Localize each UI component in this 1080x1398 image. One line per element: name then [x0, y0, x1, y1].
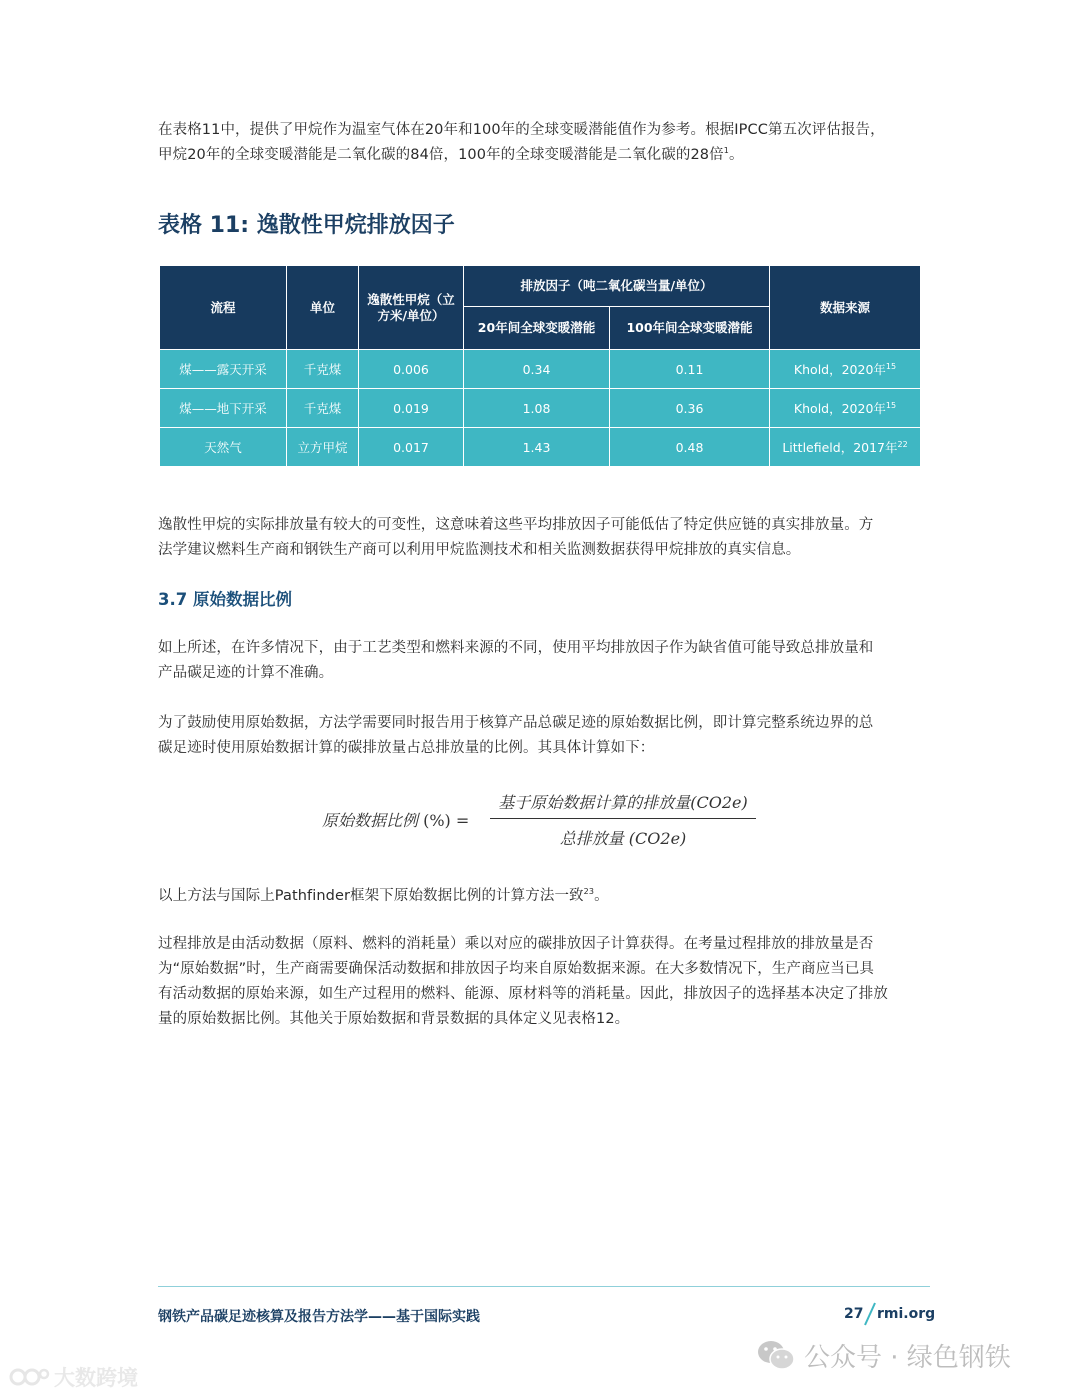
- emission-factor-table: [159, 265, 921, 467]
- pathfinder-end: 。: [594, 888, 609, 904]
- cell-gwp100: 0.11: [610, 350, 770, 389]
- intro-line-2-end: 。: [728, 147, 744, 163]
- cell-process: 煤——露天开采: [160, 350, 287, 389]
- footer-title: 钢铁产品碳足迹核算及报告方法学——基于国际实践: [158, 1309, 480, 1325]
- cell-process: 天然气: [160, 428, 287, 467]
- table-row: [160, 389, 921, 428]
- intro-line-2: 甲烷20年的全球变暖潜能是二氧化碳的84倍，100年的全球变暖潜能是二氧化碳的28倍: [158, 147, 724, 163]
- source-text: Khold，2020年: [793, 400, 886, 416]
- variability-line-1: 逸散性甲烷的实际排放量有较大的可变性，这意味着这些平均排放因子可能低估了特定供应链的真实排放量。方: [158, 517, 874, 533]
- formula-percent: (%): [418, 811, 456, 830]
- default-paragraph: [158, 636, 922, 686]
- encourage-line-1: 为了鼓励使用原始数据，方法学需要同时报告用于核算产品总碳足迹的原始数据比例，即计算完整系统边界的总: [158, 715, 874, 731]
- cell-gwp20: 1.08: [464, 389, 610, 428]
- formula-numerator: 基于原始数据计算的排放量(CO2e): [498, 793, 748, 812]
- variability-line-2: 法学建议燃料生产商和钢铁生产商可以利用甲烷监测技术和相关监测数据获得甲烷排放的真实信息。: [158, 542, 801, 558]
- footnote-ref: 23: [583, 887, 595, 897]
- source-text: Littlefield，2017年: [782, 439, 898, 455]
- primary-data-share-formula: [0, 784, 1080, 854]
- slash-icon: [862, 1301, 878, 1327]
- cell-source: [770, 350, 921, 389]
- default-line-1: 如上所述，在许多情况下，由于工艺类型和燃料来源的不同，使用平均排放因子作为缺省值可能导致总排放量和: [158, 640, 874, 656]
- process-emissions-paragraph: [158, 932, 922, 1032]
- section-heading: 3.7 原始数据比例: [158, 590, 292, 609]
- process-line-4: 量的原始数据比例。其他关于原始数据和背景数据的具体定义见表格12。: [158, 1011, 630, 1027]
- table-row: [160, 428, 921, 467]
- cell-gwp20: 0.34: [464, 350, 610, 389]
- pathfinder-text: 以上方法与国际上Pathfinder框架下原始数据比例的计算方法一致: [158, 888, 584, 904]
- header-emission-factor: 排放因子（吨二氧化碳当量/单位）: [464, 266, 770, 307]
- cell-gwp100: 0.48: [610, 428, 770, 467]
- cell-fugitive: 0.006: [359, 350, 464, 389]
- header-unit: 单位: [287, 266, 359, 350]
- header-process: 流程: [160, 266, 287, 350]
- brand-watermark-text: 大数跨境: [54, 1366, 138, 1390]
- formula-lhs-label: 原始数据比例: [322, 811, 419, 830]
- footnote-ref: 15: [885, 400, 897, 410]
- page-number: 27: [844, 1306, 864, 1322]
- cell-unit: 千克煤: [287, 389, 359, 428]
- header-gwp20: 20年间全球变暖潜能: [464, 307, 610, 350]
- pathfinder-paragraph: [158, 884, 922, 909]
- fraction-bar: [490, 818, 756, 819]
- header-data-source: 数据来源: [770, 266, 921, 350]
- variability-paragraph: [158, 513, 922, 563]
- table-title: 表格 11: 逸散性甲烷排放因子: [158, 213, 455, 238]
- footnote-ref: 1: [723, 146, 729, 156]
- intro-line-1: 在表格11中，提供了甲烷作为温室气体在20年和100年的全球变暖潜能值作为参考。根据IPCC第五次评估报告，: [158, 122, 885, 138]
- cell-source: [770, 428, 921, 467]
- brand-logo-icon: [8, 1365, 50, 1389]
- wechat-icon: [756, 1338, 796, 1372]
- cell-source: [770, 389, 921, 428]
- formula-lhs: [322, 808, 469, 831]
- process-line-3: 有活动数据的原始来源，如生产过程用的燃料、能源、原材料等的消耗量。因此，排放因子的选择基本决定了排放: [158, 986, 888, 1002]
- cell-process: 煤——地下开采: [160, 389, 287, 428]
- wechat-watermark: [756, 1338, 1011, 1372]
- cell-gwp100: 0.36: [610, 389, 770, 428]
- header-gwp100: 100年间全球变暖潜能: [610, 307, 770, 350]
- cell-unit: 千克煤: [287, 350, 359, 389]
- formula-equals: =: [455, 811, 470, 830]
- default-line-2: 产品碳足迹的计算不准确。: [158, 665, 334, 681]
- footnote-ref: 15: [885, 361, 897, 371]
- cell-fugitive: 0.019: [359, 389, 464, 428]
- wechat-text: 公众号 · 绿色钢铁: [804, 1342, 1011, 1373]
- source-text: Khold，2020年: [793, 361, 886, 377]
- cell-gwp20: 1.43: [464, 428, 610, 467]
- encourage-line-2: 碳足迹时使用原始数据计算的碳排放量占总排放量的比例。其具体计算如下：: [158, 740, 655, 756]
- site-link[interactable]: rmi.org: [877, 1306, 936, 1322]
- brand-watermark: [8, 1363, 138, 1391]
- footer-rule: [158, 1286, 930, 1287]
- intro-paragraph: [158, 118, 922, 168]
- footnote-ref: 22: [897, 439, 908, 449]
- process-line-2: 为“原始数据”时，生产商需要确保活动数据和排放因子均来自原始数据来源。在大多数情况下，生产商应当已具: [158, 961, 875, 977]
- cell-unit: 立方甲烷: [287, 428, 359, 467]
- formula-denominator: 总排放量 (CO2e): [559, 829, 687, 848]
- encourage-paragraph: [158, 711, 922, 761]
- table-row: [160, 350, 921, 389]
- header-fugitive-methane: 逸散性甲烷（立方米/单位）: [359, 266, 464, 350]
- process-line-1: 过程排放是由活动数据（原料、燃料的消耗量）乘以对应的碳排放因子计算获得。在考量过程排放的排放量是否: [158, 936, 874, 952]
- cell-fugitive: 0.017: [359, 428, 464, 467]
